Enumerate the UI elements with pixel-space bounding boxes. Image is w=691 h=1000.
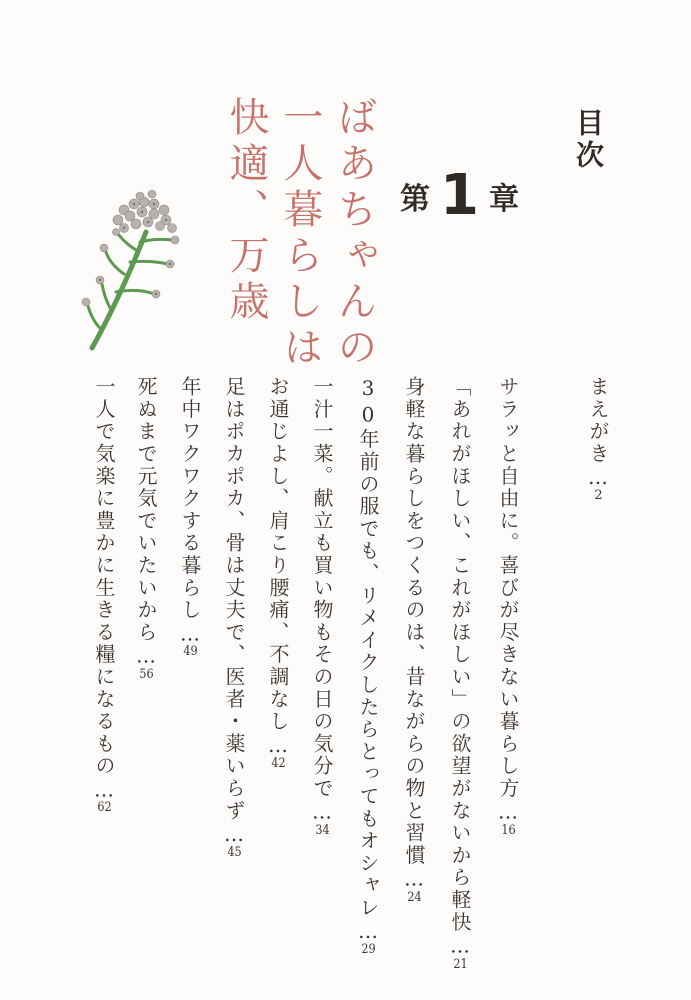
toc-entry-page: 2 [594,489,603,503]
chapter-suffix: 章 [488,182,519,217]
toc-entry[interactable] [268,376,288,770]
toc-entry-title: 30年前の服でも、リメイクしたらとってもオシャレ [356,376,380,920]
flower-illustration [80,188,190,356]
toc-label: 目次 [572,108,605,172]
chapter-number: 1 [440,163,479,228]
toc-entry-leader: … [92,777,116,802]
toc-entry-leader: … [356,919,380,944]
toc-entry[interactable] [404,376,424,904]
toc-entry-leader: … [222,822,246,846]
book-title-line-2 [277,96,323,372]
toc-entry[interactable] [450,376,470,971]
chapter-prefix: 第 [400,182,430,217]
toc-entry[interactable] [136,376,156,681]
book-title-line-2-text: 一人暮らしは [277,96,323,372]
toc-entry-leader: … [496,799,520,824]
toc-entry-title: まえがき [586,376,610,466]
toc-entry-title: 身軽な暮らしをつくるのは、昔ながらの物と習慣 [402,376,426,867]
toc-entry-title: 「あれがほしい、これがほしい」の欲望がないから軽快 [448,376,472,934]
book-title-line-3: 快適、万歳 [223,96,269,326]
toc-entry-page: 45 [227,846,242,859]
toc-entry[interactable] [94,376,114,814]
toc-entry-page: 42 [271,756,286,770]
toc-entry-title: サラッと自由に。喜びが尽きない暮らし方 [496,376,520,800]
toc-entry-page: 29 [361,943,376,957]
toc-entry[interactable] [224,376,244,859]
toc-entry-page: 24 [407,890,422,904]
toc-entry-title: 足はポカポカ、骨は丈夫で、医者・薬いらず [222,376,246,822]
toc-entry-leader: … [448,933,472,958]
toc-entry-leader: … [402,866,426,891]
chapter-heading [400,163,519,228]
toc-entry[interactable] [358,376,378,956]
toc-entry-leader: … [310,799,334,824]
toc-entry-title: お通じよし、肩こり腰痛、不調なし [266,376,290,733]
toc-entry-page: 16 [501,823,516,837]
book-title-line-1: ばあちゃんの [331,96,377,372]
toc-entry-title: 年中ワクワクする暮らし [178,376,202,622]
toc-entry-leader: … [266,732,290,757]
toc-entry[interactable] [498,376,518,837]
toc-entry-page: 49 [183,645,198,659]
toc-entry-title: 一汁一菜。献立も買い物もその日の気分で [310,376,334,800]
toc-entry-leader: … [134,643,158,668]
toc-entry[interactable] [180,376,200,658]
toc-entry-page: 56 [139,667,154,681]
toc-entry-page: 62 [97,801,112,815]
toc-entry-page: 21 [453,957,468,971]
toc-entry[interactable] [588,376,608,502]
toc-entry-title: 死ぬまで元気でいたいから [134,376,158,644]
toc-entry-leader: … [178,621,202,646]
toc-entry[interactable] [312,376,332,837]
toc-entry-leader: … [586,465,610,490]
toc-entry-title: 一人で気楽に豊かに生きる糧になるもの [92,376,116,778]
toc-entry-page: 34 [315,823,330,837]
